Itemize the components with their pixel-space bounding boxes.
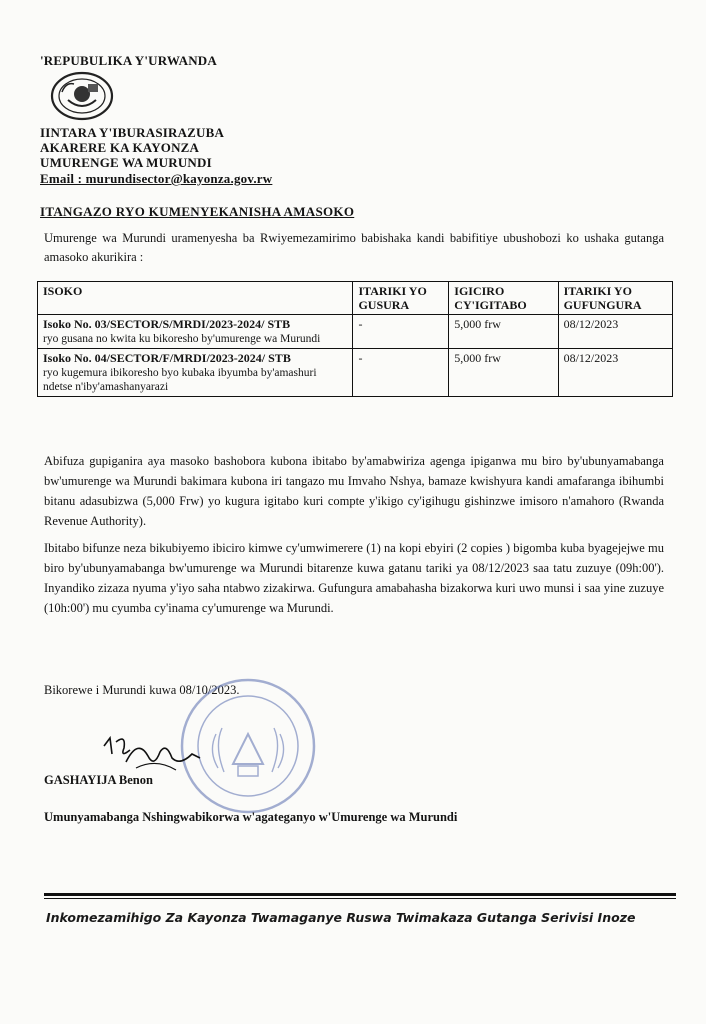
table-row [38, 315, 673, 349]
opening-date-cell: 08/12/2023 [558, 349, 672, 397]
header-opening-date: ITARIKI YO GUFUNGURA [558, 282, 672, 315]
header-price: IGICIRO CY'IGITABO [449, 282, 558, 315]
announcement-title: ITANGAZO RYO KUMENYEKANISHA AMASOKO [40, 204, 355, 219]
tender-cell [38, 349, 353, 397]
email-line [40, 171, 272, 187]
tender-description: ryo gusana no kwita ku bikoresho by'umurenge wa Murundi [43, 333, 321, 345]
price-cell: 5,000 frw [449, 349, 558, 397]
tenders-table [37, 281, 673, 397]
table-row [38, 349, 673, 397]
handwritten-signature-icon [96, 728, 206, 778]
footer-slogan: Inkomezamihigo Za Kayonza Twamaganye Ruswa Twimakaza Gutanga Serivisi Inoze [46, 910, 636, 925]
signatory-name: GASHAYIJA Benon [44, 773, 153, 787]
footer-divider-thin [44, 898, 676, 899]
sector-heading: UMURENGE WA MURUNDI [40, 155, 212, 170]
submission-instructions-paragraph: Ibitabo bifunze neza bikubiyemo ibiciro kimwe cy'umwimerere (1) na kopi ebyiri (2 copies ) bigomba kuba byagejejwe mu biro by'ubunyamabanga bw'umurenge wa Murundi bitarenze kuwa gatanu tariki ya 08/12/2023 saa tatu zuzuye (09h:00'). Inyandiko zizaza nyuma y'iyo saha ntabwo zizakirwa. Gufungura amabahasha bizakorwa kuri uwo munsi i saa yine zuzuye (10h:00') mu cyumba cy'inama cy'umurenge wa Murundi. [44, 541, 664, 615]
rwanda-coat-of-arms-emblem [48, 70, 116, 122]
header-isoko: ISOKO [38, 282, 353, 315]
district-heading: AKARERE KA KAYONZA [40, 140, 200, 155]
table-header-row [38, 282, 673, 315]
visit-date-cell: - [353, 349, 449, 397]
visit-date-cell: - [353, 315, 449, 349]
signed-place-date: Bikorewe i Murundi kuwa 08/10/2023. [44, 683, 240, 697]
tender-description: ryo kugemura ibikoresho byo kubaka ibyumba by'amashuri ndetse n'iby'amashanyarazi [43, 367, 317, 393]
intro-paragraph: Umurenge wa Murundi uramenyesha ba Rwiyemezamirimo babishaka kandi babifitiye ubushobozi ko ushaka gutanga amasoko akurikira : [44, 231, 664, 264]
header-visit-date: ITARIKI YO GUSURA [353, 282, 449, 315]
tender-reference: Isoko No. 03/SECTOR/S/MRDI/2023-2024/ STB [43, 317, 291, 331]
signatory-role: Umunyamabanga Nshingwabikorwa w'agateganyo w'Umurenge wa Murundi [44, 810, 458, 824]
tender-reference: Isoko No. 04/SECTOR/F/MRDI/2023-2024/ STB [43, 351, 291, 365]
email-text: Email : murundisector@kayonza.gov.rw [40, 171, 273, 186]
price-cell: 5,000 frw [449, 315, 558, 349]
province-heading: IINTARA Y'IBURASIRAZUBA [40, 125, 225, 140]
republic-heading: 'REPUBULIKA Y'URWANDA [40, 53, 217, 68]
footer-divider-thick [44, 893, 676, 896]
opening-date-cell: 08/12/2023 [558, 315, 672, 349]
tender-cell [38, 315, 353, 349]
purchase-instructions-paragraph: Abifuza gupiganira aya masoko bashobora kubona ibitabo by'amabwiriza agenga ipiganwa mu biro by'ubunyamabanga bw'umurenge wa Murundi bakimara kubona iri tangazo mu Imvaho Nshya, bamaze kwishyura kandi amafaranga ibihumbi bitanu adasubizwa (5,000 Frw) yo kugura igitabo kuri compte y'ikigo cy'igihugu gishinzwe imisoro n'amahoro (Rwanda Revenue Authority). [44, 454, 664, 528]
